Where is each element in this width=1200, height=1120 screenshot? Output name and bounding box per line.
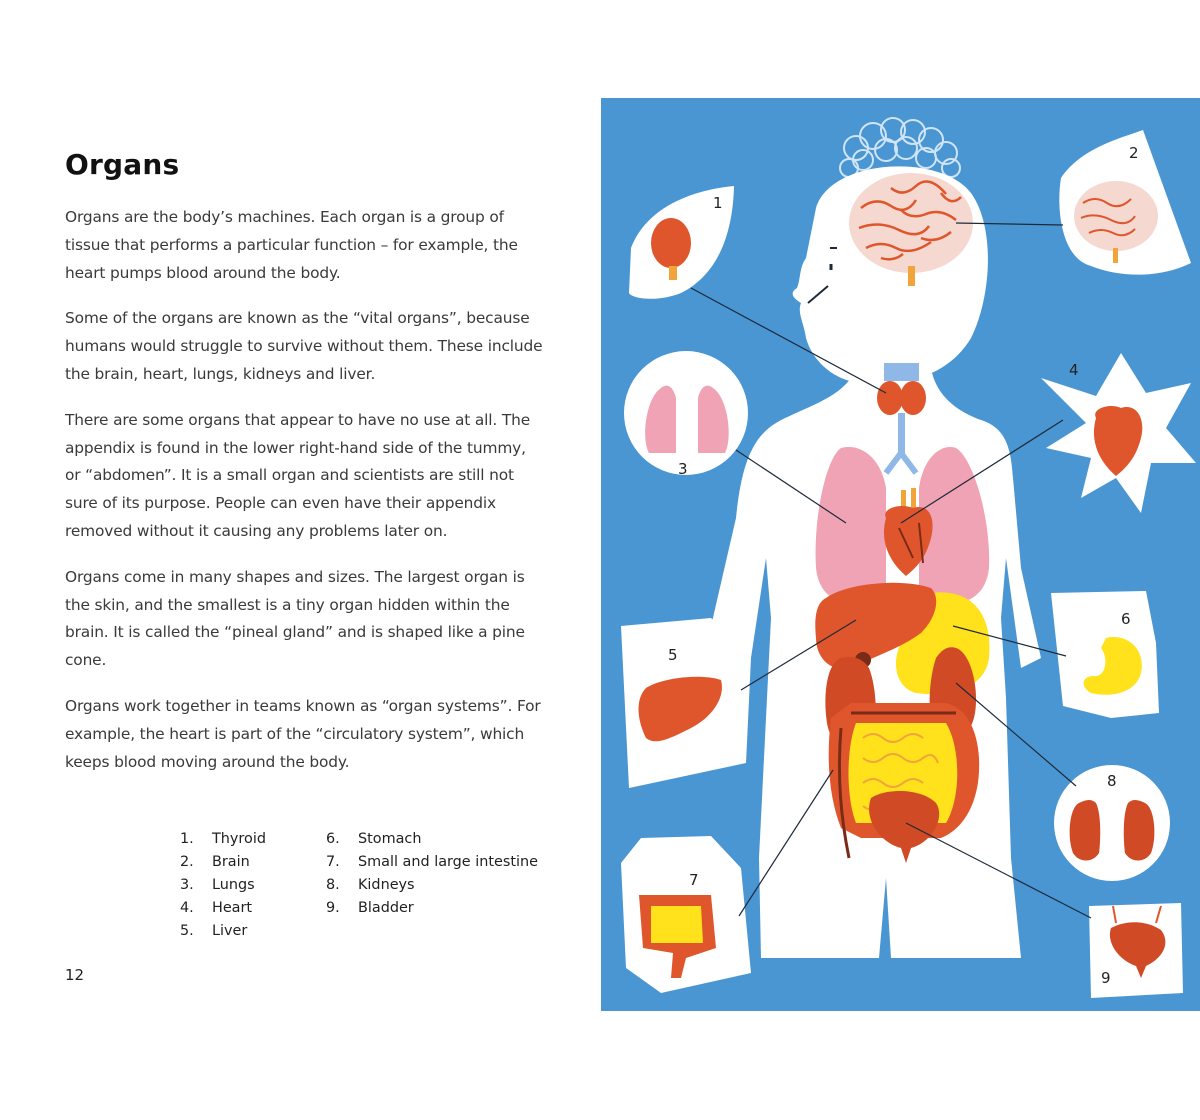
paragraph: Organs come in many shapes and sizes. The largest organ is the skin, and the smallest is a tiny organ hidden within the brain. It is called the “pineal gland” and is shaped like a pine cone.: [65, 567, 525, 670]
callout-brain: [1059, 130, 1191, 275]
legend-label: Bladder: [358, 900, 414, 916]
legend-item: [326, 851, 538, 874]
callout-number: 2: [1129, 144, 1139, 162]
callout-number: 7: [689, 871, 699, 889]
legend-number: 4.: [180, 900, 194, 916]
legend-item: [180, 874, 266, 897]
legend-item: [180, 920, 266, 943]
callout-number: 6: [1121, 610, 1131, 628]
legend-column-1: [180, 828, 266, 943]
legend-label: Heart: [212, 900, 253, 916]
paragraph: Some of the organs are known as the “vital organs”, because humans would struggle to survive without them. These include the brain, heart, lungs, kidneys and liver.: [65, 309, 543, 383]
legend-label: Lungs: [212, 877, 255, 893]
paragraph: Organs are the body’s machines. Each organ is a group of tissue that performs a particular function – for example, the heart pumps blood around the body.: [65, 208, 518, 282]
legend-item: [180, 851, 266, 874]
legend-label: Kidneys: [358, 877, 415, 893]
legend-label: Small and large intestine: [358, 854, 538, 870]
legend-item: [326, 897, 538, 920]
callout-number: 3: [678, 460, 688, 478]
callout-heart: [1041, 353, 1196, 513]
callout-thyroid: [629, 186, 734, 299]
legend-number: 7.: [326, 854, 340, 870]
legend-label: Liver: [212, 923, 248, 939]
callout-number: 9: [1101, 969, 1111, 987]
legend-number: 1.: [180, 831, 194, 847]
page-number: 12: [65, 966, 85, 984]
callout-liver: [621, 618, 751, 788]
legend-item: [326, 828, 538, 851]
callout-intestine: [621, 836, 751, 993]
legend-number: 2.: [180, 854, 194, 870]
legend-item: [326, 874, 538, 897]
legend-label: Thyroid: [212, 831, 266, 847]
legend-item: [180, 828, 266, 851]
legend-number: 8.: [326, 877, 340, 893]
legend-column-2: [326, 828, 538, 920]
legend-number: 5.: [180, 923, 194, 939]
callout-bladder: [1089, 903, 1183, 998]
legend-label: Stomach: [358, 831, 422, 847]
legend-number: 9.: [326, 900, 340, 916]
paragraph: Organs work together in teams known as “organ systems”. For example, the heart is part of the “circulatory system”, which keeps blood moving around the body.: [65, 696, 541, 771]
callout-number: 5: [668, 646, 678, 664]
legend-label: Brain: [212, 854, 250, 870]
callout-number: 1: [713, 194, 723, 212]
legend-item: [180, 897, 266, 920]
callout-number: 8: [1107, 772, 1117, 790]
legend-number: 3.: [180, 877, 194, 893]
callout-lungs: [624, 351, 748, 478]
paragraph: There are some organs that appear to have no use at all. The appendix is found in the lower right-hand side of the tummy, or “abdomen”. It is a small organ and scientists are still not sure of its purpose. People can even have their appendix removed without it causing any problems later on.: [65, 410, 531, 540]
organ-illustration: [601, 98, 1200, 1011]
body-text: [65, 204, 545, 794]
callout-stomach: [1051, 591, 1159, 718]
callout-number: 4: [1069, 361, 1079, 379]
legend-number: 6.: [326, 831, 340, 847]
page-title: Organs: [65, 148, 180, 181]
